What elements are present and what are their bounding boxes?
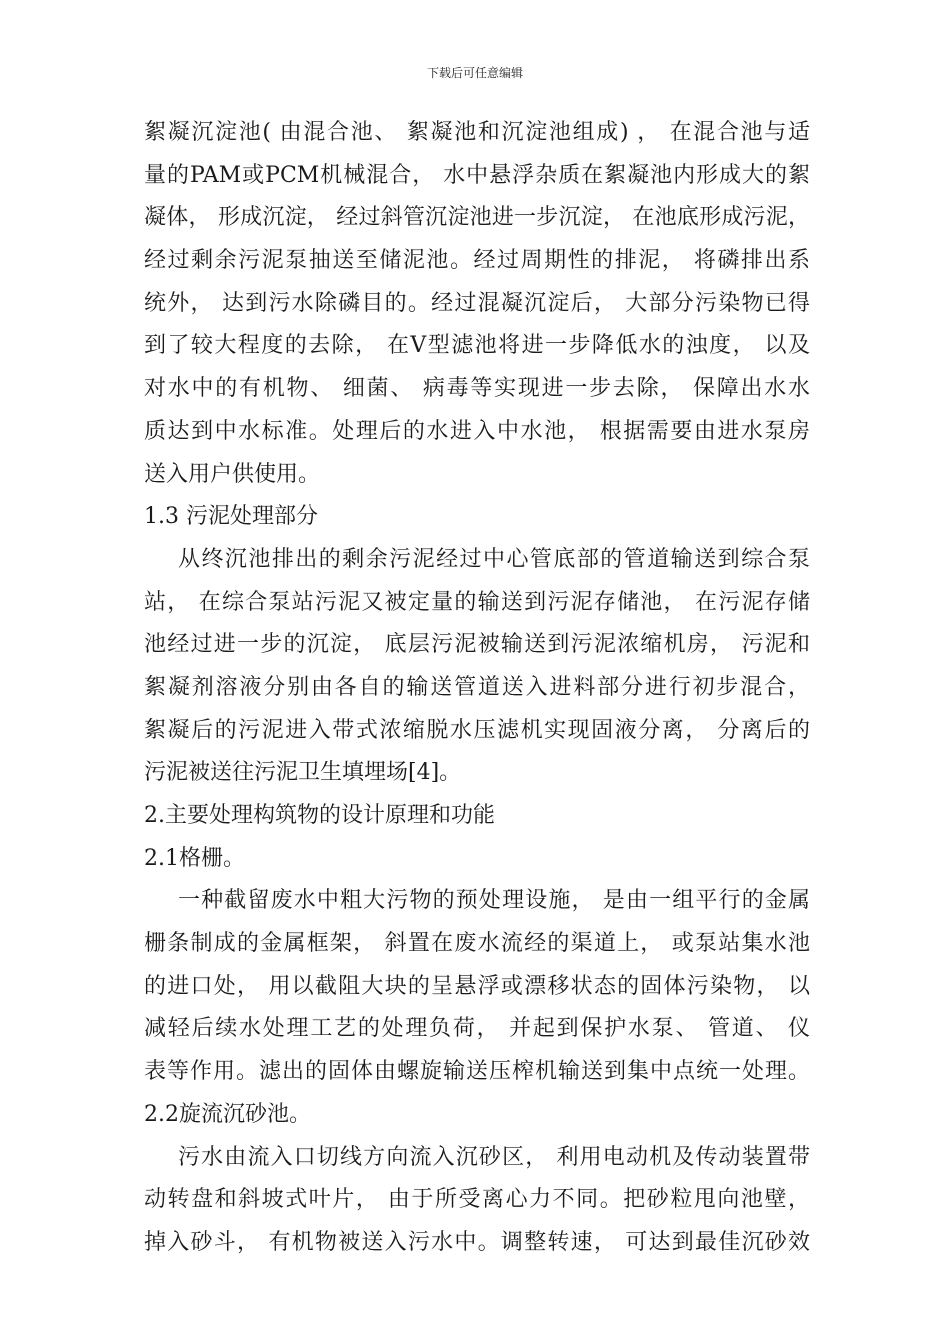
text-line: 2.主要处理构筑物的设计原理和功能 bbox=[144, 803, 495, 828]
text-line: 从终沉池排出的剩余污泥经过中心管底部的管道输送到综合泵 bbox=[178, 546, 810, 572]
text-line: 凝体， 形成沉淀， 经过斜管沉淀池进一步沉淀， 在池底形成污泥， bbox=[144, 205, 810, 231]
text-line: 送入用户供使用。 bbox=[144, 461, 321, 487]
text-line: 2.1格栅。 bbox=[144, 845, 245, 871]
text-line: 污水由流入口切线方向流入沉砂区， 利用电动机及传动装置带 bbox=[178, 1144, 810, 1170]
text-line: 掉入砂斗， 有机物被送入污水中。调整转速， 可达到最佳沉砂效 bbox=[144, 1229, 810, 1255]
document-body bbox=[144, 112, 810, 1265]
text-line: 絮凝后的污泥进入带式浓缩脱水压滤机实现固液分离， 分离后的 bbox=[144, 717, 810, 743]
text-line: 到了较大程度的去除， 在V型滤池将进一步降低水的浊度， 以及 bbox=[144, 333, 810, 359]
text-line: 1.3 污泥处理部分 bbox=[144, 504, 318, 530]
text-line: 2.2旋流沉砂池。 bbox=[144, 1101, 311, 1127]
text-line: 动转盘和斜坡式叶片， 由于所受离心力不同。把砂粒甩向池壁， bbox=[144, 1187, 810, 1213]
text-line: 池经过进一步的沉淀， 底层污泥被输送到污泥浓缩机房， 污泥和 bbox=[144, 632, 810, 658]
text-line: 一种截留废水中粗大污物的预处理设施， 是由一组平行的金属 bbox=[178, 888, 810, 914]
page-header: 下载后可任意编辑 bbox=[426, 66, 523, 80]
text-line: 栅条制成的金属框架， 斜置在废水流经的渠道上， 或泵站集水池 bbox=[144, 931, 810, 957]
text-line: 絮凝剂溶液分别由各自的输送管道送入进料部分进行初步混合， bbox=[144, 674, 810, 700]
text-line: 减轻后续水处理工艺的处理负荷， 并起到保护水泵、 管道、 仪 bbox=[144, 1016, 810, 1042]
text-line: 站， 在综合泵站污泥又被定量的输送到污泥存储池， 在污泥存储 bbox=[144, 589, 810, 615]
text-line: 质达到中水标准。处理后的水进入中水池， 根据需要由进水泵房 bbox=[144, 418, 810, 444]
text-line: 经过剩余污泥泵抽送至储泥池。经过周期性的排泥， 将磷排出系 bbox=[144, 248, 810, 274]
text-line: 絮凝沉淀池( 由混合池、 絮凝池和沉淀池组成) ， 在混合池与适 bbox=[144, 120, 810, 145]
text-line: 统外， 达到污水除磷目的。经过混凝沉淀后， 大部分污染物已得 bbox=[144, 290, 810, 316]
text-line: 的进口处， 用以截阻大块的呈悬浮或漂移状态的固体污染物， 以 bbox=[144, 973, 810, 999]
text-line: 量的PAM或PCM机械混合， 水中悬浮杂质在絮凝池内形成大的絮 bbox=[144, 162, 810, 188]
text-line: 对水中的有机物、 细菌、 病毒等实现进一步去除， 保障出水水 bbox=[144, 376, 810, 402]
text-line: 污泥被送往污泥卫生填埋场[4]。 bbox=[144, 760, 462, 786]
text-line: 表等作用。滤出的固体由螺旋输送压榨机输送到集中点统一处理。 bbox=[144, 1059, 810, 1085]
